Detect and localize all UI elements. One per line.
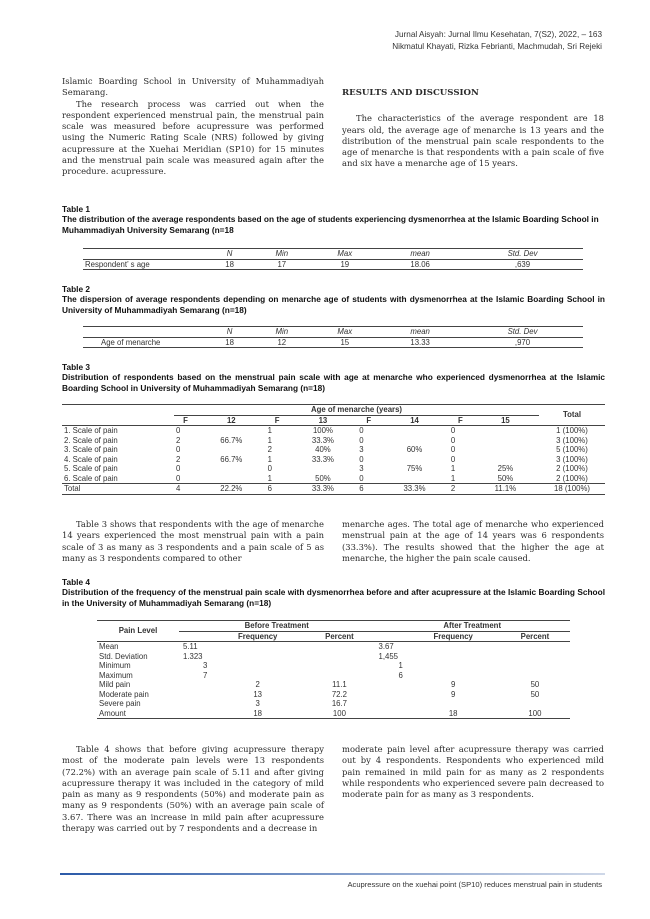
cell: 18 bbox=[225, 259, 234, 269]
header-cell: Min bbox=[275, 327, 289, 336]
row-label: Minimum bbox=[99, 661, 131, 670]
cell bbox=[380, 474, 449, 484]
cell: 1 bbox=[267, 426, 272, 435]
cell: 5.11 bbox=[183, 642, 198, 651]
row-label: Std. Deviation bbox=[99, 651, 148, 661]
cell: 0 bbox=[359, 454, 364, 464]
footer-text: Acupressure on the xuehai point (SP10) reduces menstrual pain in students bbox=[347, 880, 602, 889]
stat-row bbox=[97, 671, 570, 681]
cell: 3 bbox=[359, 464, 364, 473]
cell: ,639 bbox=[514, 259, 531, 269]
table-title: Distribution of the frequency of the menstrual pain scale with dysmenorrhea before and after acupressure at the Islamic Boarding School in the University of Muhammadiyah Semarang (n=18) bbox=[62, 587, 605, 608]
table-row bbox=[62, 436, 605, 446]
cell: 50 bbox=[530, 689, 540, 699]
cell: 7 bbox=[203, 670, 208, 680]
right-column-bottom bbox=[342, 744, 604, 800]
sub-header: F bbox=[274, 415, 280, 425]
cell bbox=[500, 699, 570, 709]
cell: 100 bbox=[332, 708, 346, 718]
table4-caption bbox=[62, 577, 605, 608]
spacer-cell bbox=[179, 680, 211, 690]
cell bbox=[472, 426, 539, 436]
table1 bbox=[83, 248, 583, 270]
cell: 33.3% bbox=[311, 435, 334, 445]
cell: 72.2 bbox=[331, 689, 348, 699]
journal-citation: Jurnal Aisyah: Jurnal Ilmu Kesehatan, 7(S2), 2022, – 163 bbox=[394, 30, 602, 39]
cell: 3 bbox=[359, 445, 364, 454]
running-header bbox=[392, 29, 602, 52]
cell: 50% bbox=[497, 473, 514, 483]
spacer-cell bbox=[374, 699, 406, 709]
cell: 75% bbox=[406, 464, 423, 473]
header-cell bbox=[83, 327, 207, 338]
cell: 2 bbox=[176, 454, 181, 464]
cell: 16.7 bbox=[331, 699, 348, 708]
stat-row bbox=[97, 661, 570, 671]
author-list: Nikmatul Khayati, Rizka Febrianti, Machmudah, Sri Rejeki bbox=[392, 41, 602, 51]
row-label: 1. Scale of pain bbox=[64, 426, 118, 435]
spacer-cell bbox=[374, 690, 406, 700]
table-row bbox=[97, 709, 570, 719]
row-label: Mean bbox=[99, 642, 119, 651]
spacer-cell bbox=[179, 699, 211, 709]
cell: 0 bbox=[176, 445, 181, 454]
paragraph: Table 3 shows that respondents with the age of menarche 14 years experienced the most menstrual pain with a pain scale of 3 as many as 3 respondents and a pain scale of 5 as many as 3 respondents compared to other bbox=[62, 519, 324, 563]
cell: 2 bbox=[450, 484, 456, 493]
cell: 2 bbox=[255, 680, 260, 689]
row-label: Severe pain bbox=[99, 699, 141, 708]
left-column-mid bbox=[62, 519, 324, 564]
right-column-mid bbox=[342, 519, 604, 564]
paragraph: Table 4 shows that before giving acupressure therapy most of the moderate pain levels were 13 respondents (72.2%) with an average pain scale of 5.11 and after giving acupressure therapy it was included in the category of mild pain as many as 9 respondents (50%) and moderate pain as many as 9 respondents (50%) with an average pain scale of 3.67. There was an increase in mild pain after acupressure therapy was carried out by 7 respondents and a decrease in bbox=[62, 744, 324, 834]
cell bbox=[472, 455, 539, 465]
header-cell: N bbox=[226, 249, 233, 258]
cell bbox=[197, 445, 266, 455]
paragraph: Islamic Boarding School in University of Muhammadiyah Semarang. bbox=[62, 76, 324, 98]
footer-rule bbox=[60, 873, 605, 875]
cell: 18 bbox=[225, 337, 234, 347]
table3-caption bbox=[62, 362, 605, 393]
header-cell: Max bbox=[337, 249, 353, 258]
cell: 3 (100%) bbox=[556, 435, 588, 445]
header-cell: Max bbox=[337, 327, 353, 336]
header-cell: Std. Dev bbox=[507, 327, 538, 336]
cell: 11.1% bbox=[494, 484, 517, 493]
section-heading: RESULTS AND DISCUSSION bbox=[342, 88, 479, 98]
cell bbox=[380, 436, 449, 446]
cell bbox=[472, 436, 539, 446]
row-label: 3. Scale of pain bbox=[64, 445, 118, 454]
cell: 6 bbox=[359, 484, 364, 493]
cell: 60% bbox=[406, 445, 423, 454]
cell: 50 bbox=[530, 680, 540, 689]
cell: 0 bbox=[267, 464, 272, 473]
header-cell: Std. Dev bbox=[507, 249, 538, 258]
cell: 50% bbox=[315, 473, 331, 483]
left-column-bottom bbox=[62, 744, 324, 834]
cell bbox=[380, 455, 449, 465]
stat-row bbox=[97, 642, 570, 652]
cell: 2 bbox=[176, 435, 181, 445]
cell: 3 (100%) bbox=[556, 454, 588, 464]
row-label: Respondent’ s age bbox=[85, 259, 150, 269]
cell: 17 bbox=[277, 259, 287, 269]
sub-header: F bbox=[457, 415, 463, 425]
cell: 5 (100%) bbox=[556, 445, 588, 454]
cell: 0 bbox=[176, 464, 181, 473]
cell: 4 bbox=[176, 484, 181, 493]
table-title: The dispersion of average respondents depending on menarche age of students with dysmenorrhea at the Islamic Boarding School in University of Muhammadiyah Semarang (n=18) bbox=[62, 294, 605, 315]
cell: 19 bbox=[340, 259, 350, 269]
sub-header: 13 bbox=[318, 415, 328, 425]
table-title: The distribution of the average respondents based on the age of students experiencing dysmenorrhea at the Islamic Boarding School in Muhammadiyah University Semarang (n=18 bbox=[62, 214, 599, 235]
table-label: Table 4 bbox=[62, 577, 90, 587]
cell: 1 (100%) bbox=[556, 426, 588, 435]
table-row bbox=[62, 484, 605, 495]
cell: 0 bbox=[359, 435, 364, 445]
table2-caption bbox=[62, 284, 605, 315]
cell bbox=[472, 445, 539, 455]
left-column-top bbox=[62, 76, 324, 178]
cell bbox=[406, 699, 499, 709]
cell bbox=[197, 426, 266, 436]
after-header: After Treatment bbox=[374, 621, 570, 632]
table3 bbox=[62, 404, 605, 495]
table2 bbox=[83, 326, 583, 348]
table-label: Table 2 bbox=[62, 284, 90, 294]
table-row bbox=[62, 455, 605, 465]
row-label: 6. Scale of pain bbox=[64, 473, 118, 483]
spacer-cell bbox=[179, 709, 211, 719]
table-label: Table 3 bbox=[62, 362, 90, 372]
cell: 3.67 bbox=[378, 642, 394, 651]
cell: 6 bbox=[267, 484, 272, 493]
table-row bbox=[62, 445, 605, 455]
header-cell: mean bbox=[410, 327, 430, 336]
cell: 9 bbox=[451, 689, 456, 699]
sub-header: F bbox=[366, 415, 372, 425]
sub-header: 15 bbox=[501, 415, 510, 425]
row-label: Total bbox=[64, 484, 81, 493]
cell: 33.3% bbox=[311, 454, 334, 464]
table-row bbox=[97, 680, 570, 690]
sub-header: 14 bbox=[410, 415, 419, 425]
before-header: Before Treatment bbox=[179, 621, 374, 632]
spacer-cell bbox=[374, 680, 406, 690]
pain-level-header: Pain Level bbox=[118, 626, 158, 636]
cell bbox=[197, 464, 266, 474]
cell: 2 (100%) bbox=[556, 464, 588, 473]
table-row bbox=[97, 699, 570, 709]
header-cell bbox=[83, 249, 207, 260]
cell: 100% bbox=[312, 426, 333, 435]
header-cell: mean bbox=[410, 249, 430, 258]
cell: 2 (100%) bbox=[556, 473, 588, 483]
cell: 40% bbox=[315, 445, 331, 454]
cell: 1 bbox=[450, 464, 456, 473]
frequency-header: Frequency bbox=[237, 631, 278, 641]
cell bbox=[197, 474, 266, 484]
header-cell: Min bbox=[275, 249, 289, 258]
cell: 1,455 bbox=[378, 651, 398, 661]
row-label: 2. Scale of pain bbox=[64, 435, 118, 445]
cell bbox=[380, 426, 449, 436]
row-label: Maximum bbox=[99, 670, 133, 680]
cell: 2 bbox=[267, 445, 272, 454]
total-header: Total bbox=[562, 410, 582, 420]
cell: 18 (100%) bbox=[554, 484, 590, 493]
cell: 15 bbox=[340, 337, 350, 347]
cell: 0 bbox=[450, 445, 456, 454]
percent-header: Percent bbox=[520, 631, 550, 641]
cell: 1 bbox=[450, 473, 456, 483]
row-label: 4. Scale of pain bbox=[64, 454, 118, 464]
cell: 0 bbox=[359, 473, 364, 483]
spacer-cell bbox=[374, 709, 406, 719]
cell: 22.2% bbox=[220, 484, 243, 493]
cell: 66.7% bbox=[220, 435, 243, 445]
cell: 3 bbox=[255, 699, 260, 708]
cell bbox=[289, 464, 358, 474]
cell: 1 bbox=[267, 454, 272, 464]
sub-header: F bbox=[183, 415, 188, 425]
cell: 3 bbox=[203, 661, 208, 670]
row-label: Mild pain bbox=[99, 680, 131, 689]
row-label: Age of menarche bbox=[101, 337, 161, 347]
cell: 33.3% bbox=[403, 484, 426, 493]
table4-body bbox=[97, 642, 570, 719]
group-header: Age of menarche (years) bbox=[174, 405, 539, 416]
cell: 6 bbox=[398, 670, 403, 680]
table3-body bbox=[62, 426, 605, 495]
row-label: 5. Scale of pain bbox=[64, 464, 118, 473]
row-label: Moderate pain bbox=[99, 689, 149, 699]
row-label: Amount bbox=[99, 708, 126, 718]
cell: 0 bbox=[450, 435, 456, 445]
cell: 0 bbox=[450, 426, 456, 435]
table-title: Distribution of respondents based on the menstrual pain scale with age at menarche who experienced dysmenorrhea at the Islamic Boarding School in University of Muhammadiyah Semarang (n=18) bbox=[62, 372, 605, 393]
cell: 0 bbox=[450, 454, 456, 464]
cell: ,970 bbox=[514, 337, 531, 347]
frequency-header: Frequency bbox=[433, 631, 473, 641]
paragraph: moderate pain level after acupressure therapy was carried out by 4 respondents. Respondents who experienced mild pain remained in mild pain for as many as 2 respondents while respondents who experienced severe pain decreased to moderate pain for as many as 3 respondents. bbox=[342, 744, 604, 800]
cell: 1 bbox=[398, 661, 403, 670]
spacer-cell bbox=[179, 690, 211, 700]
cell: 0 bbox=[176, 426, 181, 435]
cell: 13.33 bbox=[410, 337, 430, 347]
cell: 18 bbox=[448, 708, 458, 718]
paragraph: The research process was carried out when the respondent experienced menstrual pain, the menstrual pain scale was measured before acupressure was performed using the Numeric Rating Scale (NRS) followed by giving acupressure at the Xuehai Meridian (SP10) for 15 minutes and the menstrual pain scale was measured again after the procedure. acupressure. bbox=[62, 98, 324, 177]
cell: 9 bbox=[451, 680, 456, 689]
table-row bbox=[97, 690, 570, 700]
cell: 0 bbox=[176, 473, 181, 483]
table1-caption bbox=[62, 204, 605, 235]
header-cell: N bbox=[226, 327, 233, 336]
right-column-top bbox=[342, 88, 604, 170]
table4 bbox=[97, 620, 570, 719]
cell: 18 bbox=[253, 708, 263, 718]
cell: 1 bbox=[267, 473, 272, 483]
cell: 1 bbox=[267, 435, 272, 445]
cell: 18.06 bbox=[410, 259, 430, 269]
cell: 1.323 bbox=[183, 651, 203, 661]
table-label: Table 1 bbox=[62, 204, 90, 214]
percent-header: Percent bbox=[325, 631, 354, 641]
stat-row bbox=[97, 652, 570, 662]
cell: 0 bbox=[359, 426, 364, 435]
cell: 25% bbox=[497, 464, 514, 473]
cell: 66.7% bbox=[220, 454, 243, 464]
paragraph: menarche ages. The total age of menarche who experienced menstrual pain at the age of 14 years was 6 respondents (33.3%). The results showed that the higher the age at menarche, the higher the pain scale caused. bbox=[342, 519, 604, 563]
table-row bbox=[62, 426, 605, 436]
cell: 12 bbox=[277, 337, 287, 347]
cell: 33.3% bbox=[311, 484, 334, 493]
table-row bbox=[62, 464, 605, 474]
table-row bbox=[62, 474, 605, 484]
sub-header: 12 bbox=[226, 415, 236, 425]
cell: 100 bbox=[528, 708, 542, 718]
paragraph: The characteristics of the average respondent are 18 years old, the average age of menarche is 13 years and the distribution of the menstrual pain scale respondents to the age of menarche is that respondents with a pain scale of five and six have a menarche age of 15 years. bbox=[342, 113, 604, 169]
cell: 11.1 bbox=[332, 680, 347, 689]
cell: 13 bbox=[253, 689, 263, 699]
